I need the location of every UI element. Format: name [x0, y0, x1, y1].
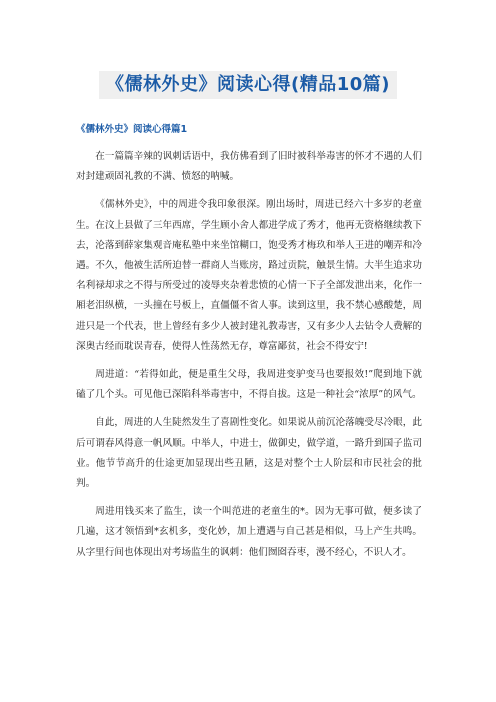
- document-body: [76, 147, 422, 571]
- paragraph-2: 《儒林外史》，中的周进令我印象很深。刚出场时，周进已经六十多岁的老童生。在汶上县做了三年西席，学生顾小舍人都进学成了秀才，他再无资格继续教下去，沦落到薛家集观音庵私塾中来坐馆糊口，饱受秀才梅玖和举人王进的嘲弄和冷遇。不久，他被生活所迫替一群商人当账房，路过贡院，触景生情。大半生追求功名利禄却求之不得与所受过的凌辱夹杂着悲愤的心情一下子全部发泄出来，化作一厢老泪纵横，一头撞在号板上，直僵僵不省人事。读到这里，我不禁心感酸楚，周进只是一个代表，世上曾经有多少人被封建礼教毒害，又有多少人去钻令人费解的深奥古经而耽误青春，使得人性荡然无存，尊富鄙贫，社会不得安宁!: [76, 199, 422, 352]
- paragraph-1: 在一篇篇辛辣的讽刺话语中，我仿佛看到了旧时被科举毒害的怀才不遇的人们对封建顽固礼教的不满、愤怒的呐喊。: [76, 151, 422, 183]
- paragraph-3: 周进道：“若得如此，便是重生父母，我周进变驴变马也要报效!”爬到地下就磕了几个头。可见他已深陷科举毒害中，不得自拔。这是一种社会“浓厚”的风气。: [76, 369, 422, 401]
- paragraph-5: 周进用钱买来了监生，读一个叫范进的老童生的*。因为无事可做，便多读了几遍，这才领悟到*玄机多，变化妙，加上遭遇与自己甚是相似，马上产生共鸣。从字里行间也体现出对考场监生的讽刺：他们囫囵吞枣，漫不经心，不识人才。: [76, 506, 422, 558]
- section-heading: 《儒林外史》阅读心得篇1: [76, 124, 188, 135]
- title-block: [0, 71, 496, 99]
- document-title: 《儒林外史》阅读心得(精品10篇): [99, 71, 397, 99]
- paragraph-4: 自此，周进的人生陡然发生了喜剧性变化。如果说从前沉沦落魄受尽冷眼，此后可谓春风得意一帆风顺。中举人，中进士，做御史，做学道，一路升到国子监司业。他节节高升的仕途更加显现出些丑陋，这是对整个士人阶层和市民社会的批判。: [76, 417, 422, 490]
